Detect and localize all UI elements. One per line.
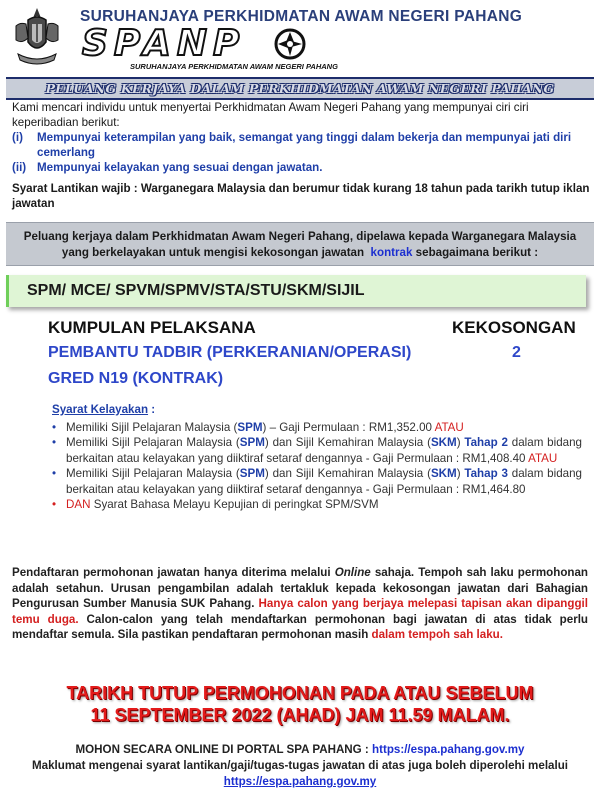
bullet-icon: • [52,420,57,434]
requirements-title: Syarat Kelayakan : [52,403,156,416]
apply-online-line [0,742,600,758]
requirement-item: • Memiliki Sijil Pelajaran Malaysia (SPM) – Gaji Permulaan : RM1,352.00 ATAU [52,420,464,434]
apply-online-text: MOHON SECARA ONLINE DI PORTAL SPA PAHANG : [75,743,373,756]
invitation-line-1: Peluang kerjaya dalam Perkhidmatan Awam Negeri Pahang, dipelawa kepada Warganegara Malaysia [23,230,577,243]
criterion-item [12,160,590,175]
state-crest-icon [10,4,64,68]
deadline-line-1: TARIKH TUTUP PERMOHONAN PADA ATAU SEBELUM [66,683,534,703]
requirement-item: • Memiliki Sijil Pelajaran Malaysia (SPM) dan Sijil Kemahiran Malaysia (SKM) Tahap 3 dalam bidang berkaitan atau kelayakan yang diiktiraf setaraf dengannya - Gaji Permulaan : RM1,464.80 [52,467,582,496]
page-footer [0,742,600,790]
bullet-icon: • [52,467,57,480]
intro-section [12,100,590,211]
job-title: PEMBANTU TADBIR (PERKERANIAN/OPERASI) [48,344,412,361]
deadline-line-2: 11 SEPTEMBER 2022 (AHAD) JAM 11.59 MALAM. [90,705,510,725]
info-text: Maklumat mengenai syarat lantikan/gaji/tugas-tugas jawatan di atas juga boleh diperolehi melalui [31,759,569,772]
portal-link[interactable]: https://espa.pahang.gov.my [372,743,525,756]
requirement-item: • DAN Syarat Bahasa Melayu Kepujian di peringkat SPM/SVM [52,498,379,511]
criterion-number: (ii) [12,161,27,174]
page-header [0,0,600,76]
org-title: SURUHANJAYA PERKHIDMATAN AWAM NEGERI PAHANG [80,8,523,25]
job-group: KUMPULAN PELAKSANA [48,318,256,337]
criterion-text: Mempunyai kelayakan yang sesuai dengan jawatan. [37,161,323,174]
requirement-item: • Memiliki Sijil Pelajaran Malaysia (SPM) dan Sijil Kemahiran Malaysia (SKM) Tahap 2 dalam bidang berkaitan atau kelayakan yang diiktiraf setaraf dengannya - Gaji Permulaan : RM1,408.40 ATAU [52,436,582,465]
closing-deadline [0,682,600,726]
invitation-box [6,222,594,266]
career-banner: PELUANG KERJAYA DALAM PERKHIDMATAN AWAM NEGERI PAHANG [6,77,594,100]
requirements-list [52,420,582,513]
vacancy-label: KEKOSONGAN [452,318,576,337]
criterion-text: Mempunyai keterampilan yang baik, semangat yang tinggi dalam bekerja dan mempunyai jati diri cemerlang [37,131,572,159]
logo-emblem-icon [272,26,308,62]
invitation-text: sebagaimana berikut : [415,246,539,259]
qualification-bar: SPM/ MCE/ SPVM/SPMV/STA/STU/SKM/SIJIL [6,275,586,307]
invitation-text: yang berkelayakan untuk mengisi kekosongan jawatan [61,246,365,259]
bullet-icon: • [52,436,57,449]
vacancy-count: 2 [512,344,521,361]
requirements-section [52,402,582,513]
validity-warning: dalam tempoh sah laku. [371,628,503,642]
shortlist-warning: Hanya calon yang berjaya melepasi tapisan akan dipanggil temu duga. [12,597,588,626]
registration-notice: Pendaftaran permohonan jawatan hanya diterima melalui Online sahaja. Tempoh sah laku permohonan adalah setahun. Urusan pengambilan adalah tertakluk kepada kekosongan jawatan dari Bahagian Pengurusan Sumber Manusia SUK Pahang. Hanya calon yang berjaya melepasi tapisan akan dipanggil temu duga. Calon-calon yang telah mendaftarkan permohonan bagi jawatan di atas tidak perlu mendaftar semula. Sila pastikan pendaftaran permohonan masih dalam tempoh sah laku. [12,566,589,642]
criterion-number: (i) [12,131,23,144]
criterion-item [12,130,590,160]
online-keyword: Online [334,566,371,579]
job-grade: GRED N19 (KONTRAK) [48,370,224,387]
mandatory-requirement: Syarat Lantikan wajib : Warganegara Malaysia dan berumur tidak kurang 18 tahun pada tarikh tutup iklan jawatan [12,182,590,210]
logo-subtitle: SURUHANJAYA PERKHIDMATAN AWAM NEGERI PAHANG [130,62,338,71]
info-portal-link[interactable]: https://espa.pahang.gov.my [223,775,377,788]
spanp-logo-text: SPANP [82,23,246,64]
contract-keyword: kontrak [370,246,413,259]
intro-lead: Kami mencari individu untuk menyertai Perkhidmatan Awam Negeri Pahang yang mempunyai ciri ciri keperibadian berikut: [12,101,529,129]
invitation-line-2 [6,245,594,261]
bullet-icon: • [52,498,57,511]
